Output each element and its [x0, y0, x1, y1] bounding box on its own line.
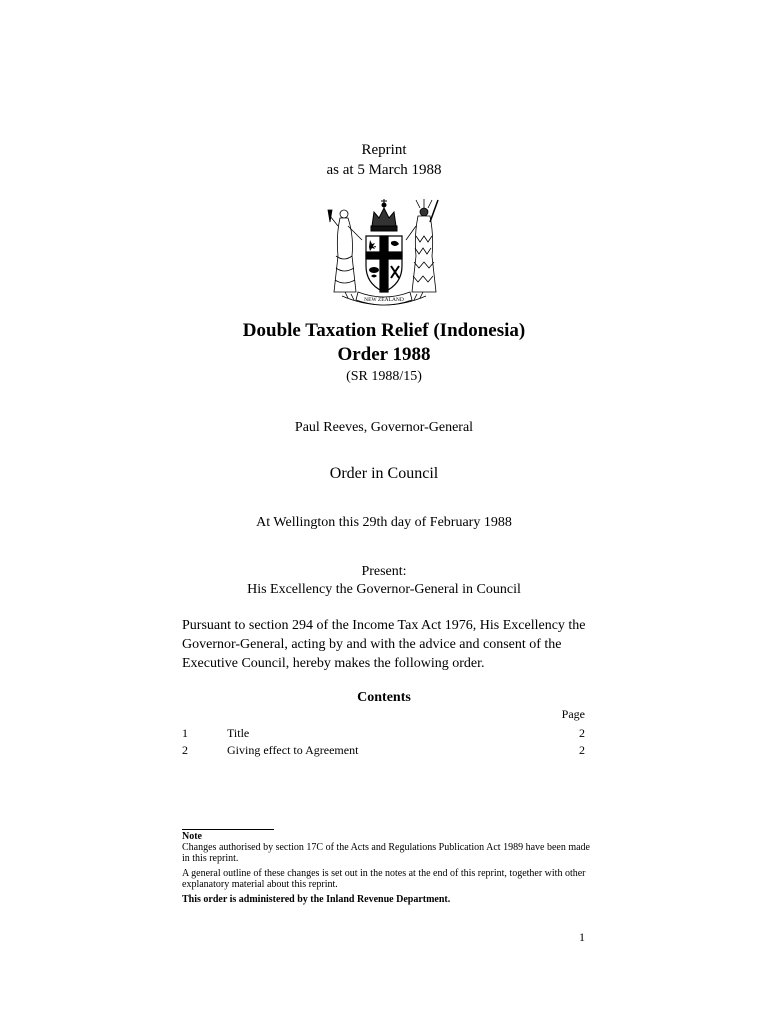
title-line-1: Double Taxation Relief (Indonesia): [242, 320, 526, 341]
governor-general: Paul Reeves, Governor-General: [294, 420, 474, 435]
sr-reference: (SR 1988/15): [346, 369, 422, 384]
toc-title[interactable]: Title: [227, 726, 250, 740]
toc-page: 2: [579, 726, 585, 740]
crest-banner-text: NEW ZEALAND: [364, 297, 404, 303]
reprint-header: [0, 140, 768, 180]
page-number: 1: [579, 930, 585, 944]
present-block: [0, 563, 768, 599]
title-line-2: Order 1988: [337, 344, 431, 365]
toc-number: 2: [182, 743, 188, 757]
note-paragraph: A general outline of these changes is set out in the notes at the end of this reprint, together with other explanatory material about this reprint.: [182, 868, 586, 890]
note-divider: [182, 829, 274, 830]
toc-row[interactable]: [182, 743, 585, 759]
reprint-label: Reprint: [361, 142, 407, 158]
present-text: His Excellency the Governor-General in Council: [247, 582, 521, 597]
document-title: [0, 319, 768, 367]
toc-page: 2: [579, 743, 585, 757]
note-block: [182, 831, 592, 909]
administered-by: This order is administered by the Inland Revenue Department.: [182, 894, 451, 905]
note-paragraph: Changes authorised by section 17C of the Acts and Regulations Publication Act 1989 have been made in this reprint.: [182, 842, 590, 864]
note-label: Note: [182, 831, 202, 842]
location-date: At Wellington this 29th day of February 1988: [256, 515, 512, 530]
toc-title[interactable]: Giving effect to Agreement: [227, 743, 359, 757]
toc-row[interactable]: [182, 726, 585, 742]
contents-page-label: Page: [561, 707, 585, 721]
contents-heading: Contents: [357, 690, 411, 705]
order-in-council-heading: Order in Council: [329, 465, 439, 482]
reprint-date: as at 5 March 1988: [326, 162, 442, 178]
pursuant-paragraph: Pursuant to section 294 of the Income Tax Act 1976, His Excellency the Governor-General, acting by and with the advice and consent of the Executive Council, hereby makes the following order.: [182, 618, 586, 671]
present-label: Present:: [361, 564, 407, 579]
nz-coat-of-arms-icon: [322, 196, 446, 312]
toc-number: 1: [182, 726, 188, 740]
